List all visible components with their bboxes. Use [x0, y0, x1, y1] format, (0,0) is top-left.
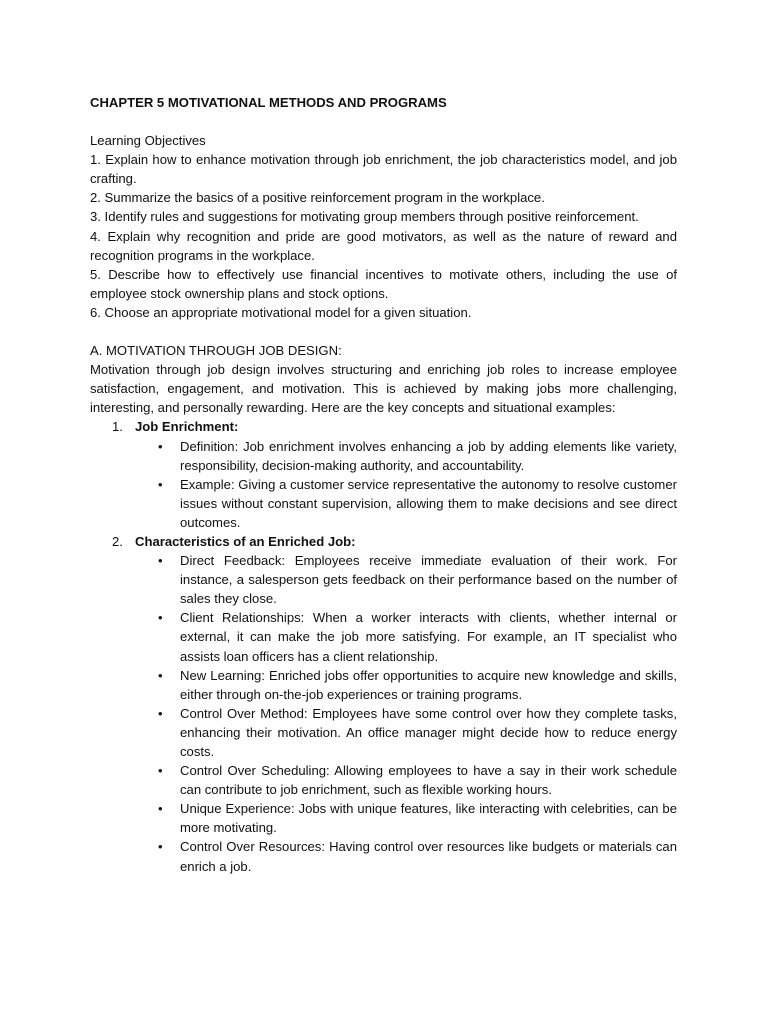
section-a-list — [90, 417, 677, 875]
bullet-icon: • — [158, 610, 163, 626]
section-a-heading: A. MOTIVATION THROUGH JOB DESIGN: — [90, 343, 342, 359]
section-heading: Job Enrichment: — [135, 419, 239, 435]
objectives-list — [90, 150, 677, 322]
bullet-icon: • — [158, 667, 163, 683]
bullet-text: Direct Feedback: Employees receive immediate evaluation of their work. For instance, a salesperson gets feedback on their performance based on the number of sales they close. — [180, 553, 677, 607]
section-item-job-enrichment — [90, 417, 677, 532]
bullet-icon: • — [158, 553, 163, 569]
bullet-item — [135, 799, 677, 837]
objective-item: 1. Explain how to enhance motivation through job enrichment, the job characteristics model, and job crafting. — [90, 152, 677, 187]
objective-item: 3. Identify rules and suggestions for motivating group members through positive reinforcement. — [90, 209, 639, 225]
section-heading: Characteristics of an Enriched Job: — [135, 533, 356, 549]
bullet-item — [135, 475, 677, 532]
objectives-heading: Learning Objectives — [90, 133, 206, 149]
bullet-icon: • — [158, 476, 163, 492]
bullet-item — [135, 608, 677, 665]
spacer — [90, 322, 677, 341]
bullet-item — [135, 437, 677, 475]
bullet-text: Unique Experience: Jobs with unique features, like interacting with celebrities, can be more motivating. — [180, 801, 677, 836]
section-item-enriched-job — [90, 532, 677, 876]
spacer — [90, 112, 677, 131]
chapter-title: CHAPTER 5 MOTIVATIONAL METHODS AND PROGRAMS — [90, 95, 447, 110]
bullet-item — [135, 704, 677, 761]
bullet-text: Client Relationships: When a worker interacts with clients, whether internal or external, it can make the job more satisfying. For example, an IT specialist who assists loan officers has a client relationship. — [180, 610, 677, 664]
section-number: 2. — [112, 533, 123, 549]
bullet-list — [135, 437, 677, 532]
bullet-icon: • — [158, 801, 163, 817]
document-page — [90, 93, 677, 876]
objective-item: 2. Summarize the basics of a positive reinforcement program in the workplace. — [90, 190, 545, 206]
bullet-text: Example: Giving a customer service representative the autonomy to resolve customer issues without constant supervision, allowing them to make decisions and see direct outcomes. — [180, 476, 677, 530]
bullet-text: Control Over Resources: Having control over resources like budgets or materials can enrich a job. — [180, 839, 677, 874]
bullet-icon: • — [158, 438, 163, 454]
section-number: 1. — [112, 419, 123, 435]
bullet-item — [135, 666, 677, 704]
bullet-item — [135, 837, 677, 875]
bullet-icon: • — [158, 705, 163, 721]
bullet-text: Control Over Method: Employees have some control over how they complete tasks, enhancing their motivation. An office manager might decide how to reduce energy costs. — [180, 705, 677, 759]
objective-item: 5. Describe how to effectively use financial incentives to motivate others, including the use of employee stock ownership plans and stock options. — [90, 266, 677, 301]
bullet-text: Definition: Job enrichment involves enhancing a job by adding elements like variety, responsibility, decision-making authority, and accountability. — [180, 438, 677, 473]
objective-item: 6. Choose an appropriate motivational model for a given situation. — [90, 304, 472, 320]
objective-item: 4. Explain why recognition and pride are good motivators, as well as the nature of reward and recognition programs in the workplace. — [90, 228, 677, 263]
bullet-icon: • — [158, 839, 163, 855]
bullet-text: Control Over Scheduling: Allowing employees to have a say in their work schedule can contribute to job enrichment, such as flexible working hours. — [180, 763, 677, 798]
bullet-list — [135, 551, 677, 876]
bullet-icon: • — [158, 763, 163, 779]
bullet-item — [135, 761, 677, 799]
bullet-item — [135, 551, 677, 608]
bullet-text: New Learning: Enriched jobs offer opportunities to acquire new knowledge and skills, either through on-the-job experiences or training programs. — [180, 667, 677, 702]
section-a-intro: Motivation through job design involves structuring and enriching job roles to increase employee satisfaction, engagement, and motivation. This is achieved by making jobs more challenging, interesting, and personally rewarding. Here are the key concepts and situational examples: — [90, 362, 677, 416]
